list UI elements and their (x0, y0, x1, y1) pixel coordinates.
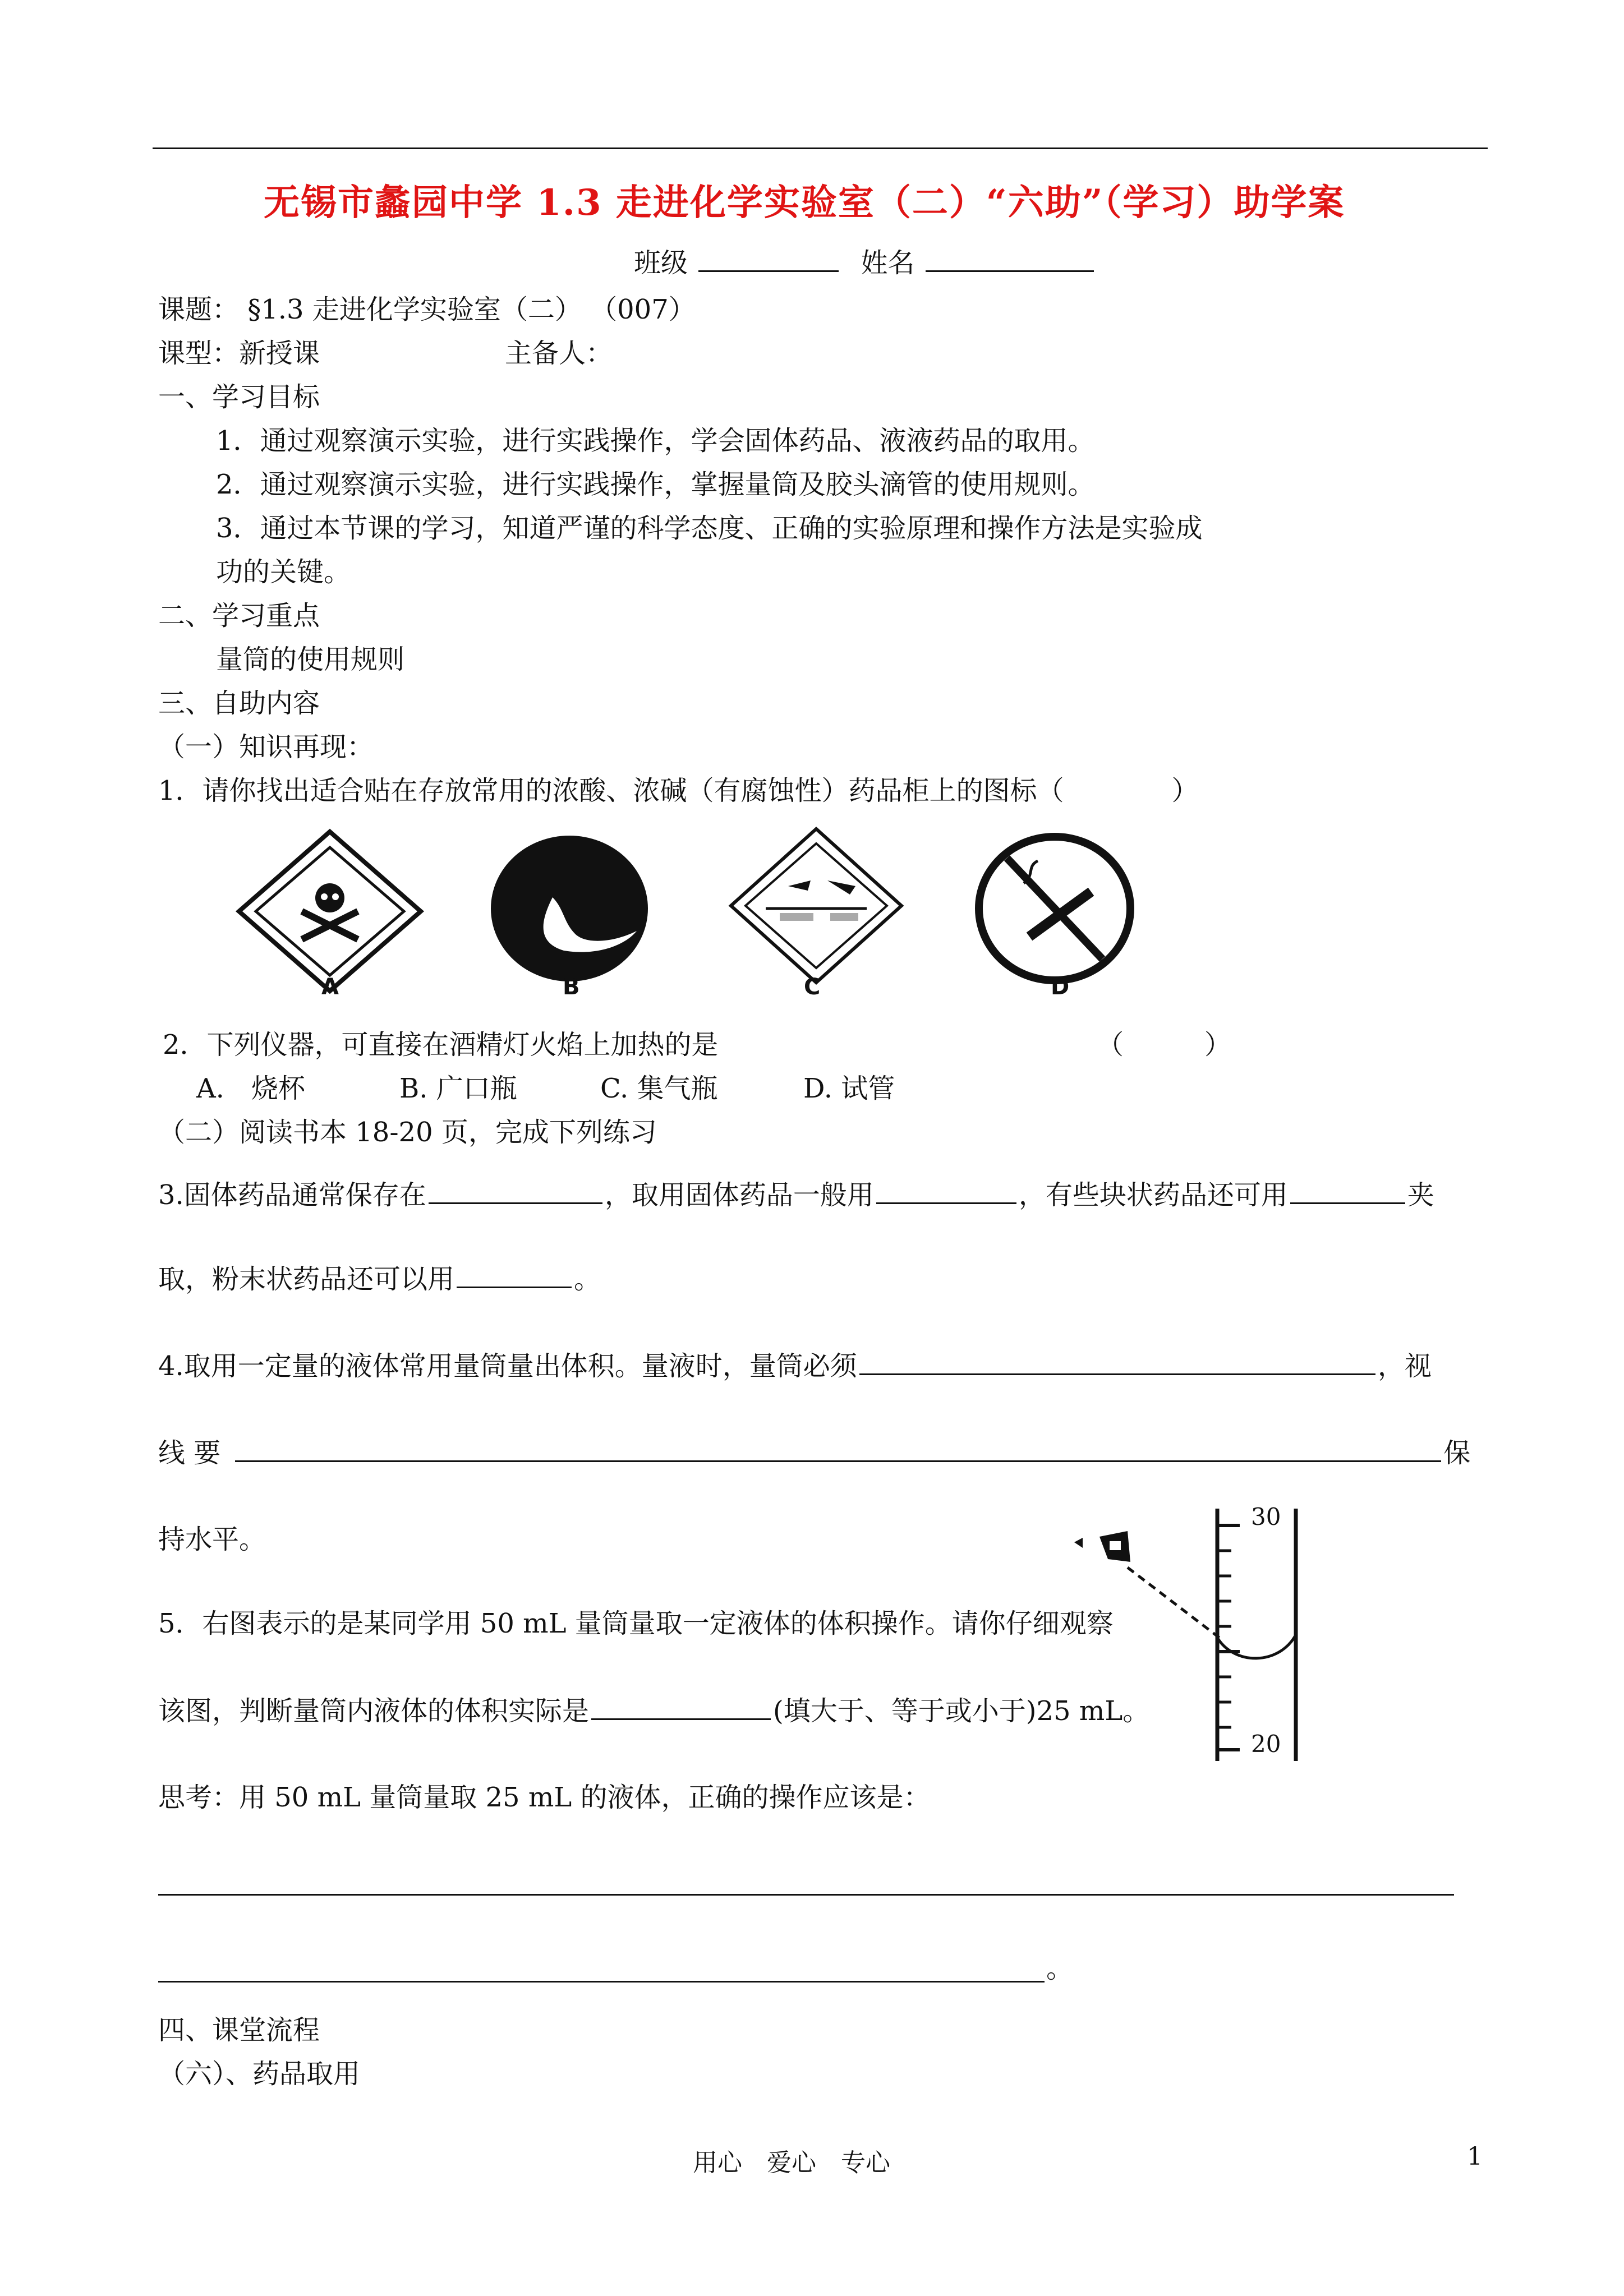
footer-center: 用心 爱心 专心 (693, 2149, 890, 2177)
q4-blank-2[interactable] (235, 1436, 1441, 1462)
question-4-line1 (158, 1349, 1432, 1383)
question-3-line2 (158, 1262, 601, 1296)
class-blank[interactable] (698, 246, 839, 272)
question-5-line1: 5．右图表示的是某同学用 50 mL 量筒量取一定液体的体积操作。请你仔细观察 (158, 1608, 1114, 1639)
q3-blank-4[interactable] (457, 1262, 572, 1288)
question-2: 2．下列仪器，可直接在酒精灯火焰上加热的是 (163, 1029, 719, 1061)
preparer: 主备人： (505, 338, 613, 369)
q3-part-c: ，有些块状药品还可用 (1018, 1179, 1288, 1211)
symbol-label-d: D (1051, 974, 1070, 1000)
objective-3: 3．通过本节课的学习，知道严谨的科学态度、正确的实验原理和操作方法是实验成 (216, 513, 1203, 544)
class-name-line (634, 246, 1096, 280)
corrosive-icon (726, 824, 906, 987)
objective-1: 1．通过观察演示实验，进行实践操作，学会固体药品、液液药品的取用。 (216, 425, 1095, 457)
section4-sub: （六）、药品取用 (158, 2058, 361, 2090)
name-label: 姓名 (861, 247, 915, 279)
q3-part-d: 夹 (1407, 1179, 1434, 1211)
q2-option-c: C. 集气瓶 (600, 1073, 718, 1104)
page-title: 无锡市蠡园中学 1.3 走进化学实验室（二）“六助”（学习）助学案 (264, 182, 1345, 224)
think-answer-line-2[interactable] (158, 1981, 1045, 1983)
question-1: 1．请你找出适合贴在存放常用的浓酸、浓碱（有腐蚀性）药品柜上的图标（ ） (158, 775, 1199, 806)
topic-line: 课题： §1.3 走进化学实验室（二） （007） (158, 294, 696, 325)
q3-part-e: 取，粉末状药品还可以用 (158, 1264, 455, 1295)
no-smoking-icon (973, 830, 1136, 987)
section3-sub2: （二）阅读书本 18-20 页，完成下列练习 (158, 1117, 657, 1148)
symbol-label-b: B (563, 974, 580, 1000)
symbol-label-a: A (321, 974, 339, 1000)
question-4-line2 (158, 1436, 1470, 1470)
q4-part-c: 线 要 (158, 1437, 221, 1469)
q5-part-b: 该图，判断量筒内液体的体积实际是 (158, 1695, 590, 1727)
q3-blank-1[interactable] (429, 1178, 602, 1204)
q2-option-b: B. 广口瓶 (399, 1073, 517, 1104)
section3-heading: 三、自助内容 (158, 688, 320, 719)
q4-part-b: ，视 (1377, 1350, 1432, 1382)
name-blank[interactable] (926, 246, 1094, 272)
question-3-line1 (158, 1178, 1434, 1212)
think-question: 思考：用 50 mL 量筒量取 25 mL 的液体，正确的操作应该是： (158, 1782, 931, 1813)
q2-option-a: A. 烧杯 (196, 1073, 305, 1104)
q4-part-d: 保 (1443, 1437, 1471, 1469)
symbol-label-c: C (804, 974, 821, 1000)
q4-blank-1[interactable] (859, 1349, 1375, 1375)
q3-blank-3[interactable] (1290, 1178, 1405, 1204)
q4-part-a: 4.取用一定量的液体常用量筒量出体积。量液时，量筒必须 (158, 1350, 857, 1382)
class-label: 班级 (634, 247, 688, 279)
section3-sub1: （一）知识再现： (158, 731, 374, 763)
q5-blank[interactable] (591, 1694, 771, 1720)
question-5-line2 (158, 1694, 1149, 1728)
header-rule (153, 147, 1488, 149)
think-end: 。 (1046, 1953, 1074, 1984)
q3-part-b: ，取用固体药品一般用 (604, 1179, 874, 1211)
flammable-drop-icon (485, 830, 654, 987)
think-answer-line-1[interactable] (158, 1894, 1454, 1896)
page-number: 1 (1467, 2142, 1483, 2171)
q3-part-a: 3.固体药品通常保存在 (158, 1179, 426, 1211)
q3-blank-2[interactable] (876, 1178, 1016, 1204)
objective-3-cont: 功的关键。 (216, 556, 351, 588)
section1-heading: 一、学习目标 (158, 381, 320, 413)
question-2-bracket: （ ） (1097, 1029, 1232, 1061)
lesson-type: 课型：新授课 (158, 338, 320, 369)
section2-content: 量筒的使用规则 (216, 644, 405, 675)
cylinder-label-30: 30 (1251, 1503, 1281, 1530)
objective-2: 2．通过观察演示实验，进行实践操作，掌握量筒及胶头滴管的使用规则。 (216, 469, 1095, 500)
q3-part-f: 。 (574, 1264, 601, 1295)
q5-part-c: (填大于、等于或小于)25 mL。 (773, 1695, 1150, 1727)
question-4-line3: 持水平。 (158, 1524, 266, 1555)
section2-heading: 二、学习重点 (158, 600, 320, 631)
cylinder-label-20: 20 (1251, 1730, 1281, 1758)
section4-heading: 四、课堂流程 (158, 2014, 320, 2046)
q2-option-d: D. 试管 (803, 1073, 895, 1104)
